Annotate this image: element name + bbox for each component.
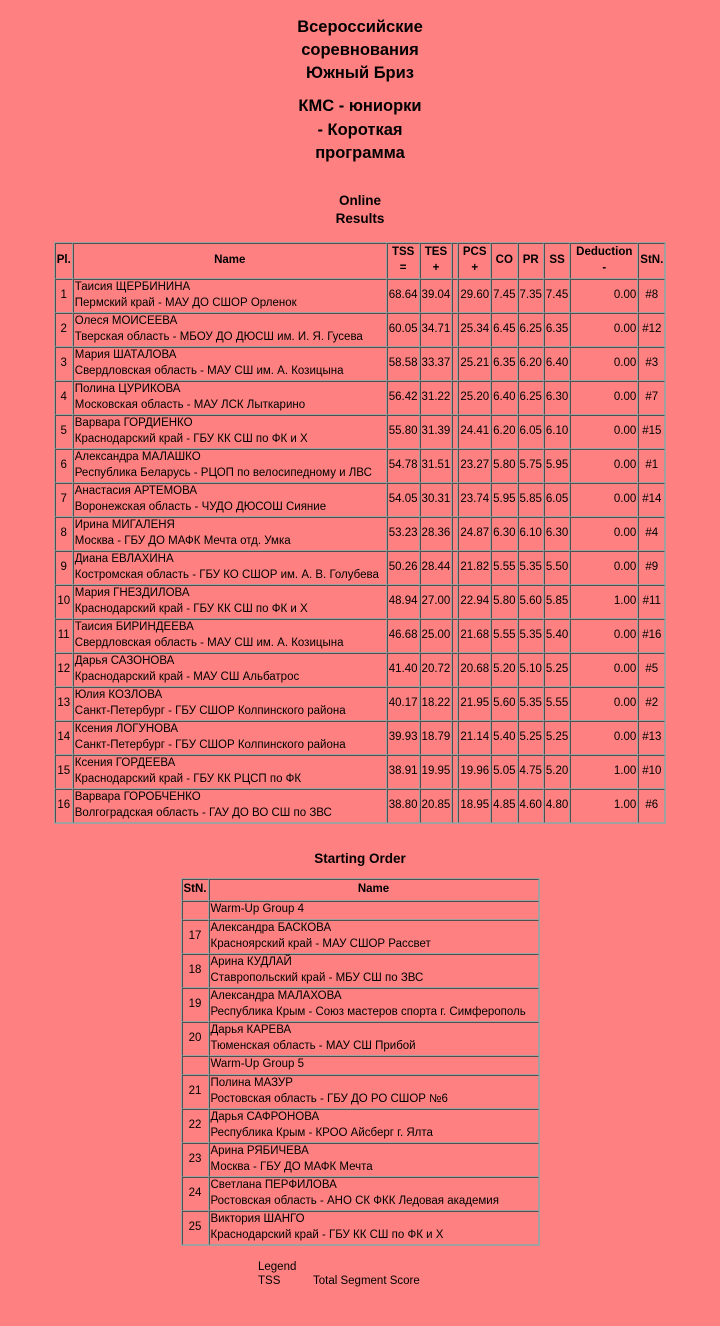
col-name: Name <box>73 243 387 279</box>
col-deduction <box>570 243 638 279</box>
result-row <box>55 653 666 687</box>
result-row <box>55 789 666 823</box>
col-stn: StN. <box>182 879 209 901</box>
result-row <box>55 415 666 449</box>
pcs-cell: 23.27 <box>458 449 491 483</box>
skater-cell <box>73 721 387 755</box>
deduction-cell: 0.00 <box>570 517 638 551</box>
stn-cell: #11 <box>638 585 665 619</box>
pr-cell: 5.85 <box>518 483 544 517</box>
empty-cell <box>182 1056 209 1075</box>
tss-cell: 55.80 <box>387 415 420 449</box>
col-tss <box>387 243 420 279</box>
stn-cell: #3 <box>638 347 665 381</box>
result-row <box>55 449 666 483</box>
order-row <box>182 1143 539 1177</box>
skater-name: Диана ЕВЛАХИНА <box>74 553 174 565</box>
skater-name: Таисия ЩЕРБИНИНА <box>74 281 191 293</box>
order-row <box>182 1022 539 1056</box>
stn-cell: #5 <box>638 653 665 687</box>
stn-cell: #2 <box>638 687 665 721</box>
results-header-row <box>55 243 666 279</box>
pr-cell: 5.60 <box>518 585 544 619</box>
skater-club: Волгоградская область - ГАУ ДО ВО СШ по ЗВС <box>74 806 332 819</box>
skater-name: Ксения ГОРДЕЕВА <box>74 757 176 769</box>
place-cell: 10 <box>55 585 73 619</box>
tss-cell: 40.17 <box>387 687 420 721</box>
order-body <box>182 901 539 1245</box>
ss-cell: 6.30 <box>544 517 570 551</box>
deduction-cell: 0.00 <box>570 381 638 415</box>
order-row <box>182 954 539 988</box>
skater-club: Краснодарский край - ГБУ КК СШ по ФК и Х <box>210 1228 444 1241</box>
skater-name: Александра МАЛАШКО <box>74 451 201 463</box>
ss-cell: 4.80 <box>544 789 570 823</box>
skater-name: Александра БАСКОВА <box>210 922 332 934</box>
deduction-cell: 1.00 <box>570 585 638 619</box>
skater-cell <box>209 1143 539 1177</box>
skater-cell <box>73 551 387 585</box>
tes-cell: 25.00 <box>420 619 453 653</box>
pcs-cell: 22.94 <box>458 585 491 619</box>
skater-cell <box>73 619 387 653</box>
tss-cell: 58.58 <box>387 347 420 381</box>
co-cell: 5.80 <box>491 449 517 483</box>
col-deduction-label: Deduction <box>576 246 633 258</box>
co-cell: 6.45 <box>491 313 517 347</box>
result-row <box>55 279 666 313</box>
co-cell: 4.85 <box>491 789 517 823</box>
deduction-cell: 1.00 <box>570 789 638 823</box>
tes-cell: 20.85 <box>420 789 453 823</box>
pcs-cell: 25.21 <box>458 347 491 381</box>
tss-cell: 53.23 <box>387 517 420 551</box>
place-cell: 2 <box>55 313 73 347</box>
legend <box>258 1260 720 1288</box>
tes-cell: 31.22 <box>420 381 453 415</box>
stn-cell: #9 <box>638 551 665 585</box>
co-cell: 5.05 <box>491 755 517 789</box>
tes-cell: 30.31 <box>420 483 453 517</box>
pr-cell: 6.25 <box>518 313 544 347</box>
skater-name: Светлана ПЕРФИЛОВА <box>210 1179 337 1191</box>
skater-club: Республика Крым - Союз мастеров спорта г. Симферополь <box>210 1005 526 1018</box>
col-tes-sub: + <box>432 261 440 274</box>
pcs-cell: 21.68 <box>458 619 491 653</box>
ss-cell: 5.55 <box>544 687 570 721</box>
pcs-cell: 18.95 <box>458 789 491 823</box>
place-cell: 13 <box>55 687 73 721</box>
stn-cell: 22 <box>182 1109 209 1143</box>
stn-cell: 21 <box>182 1075 209 1109</box>
deduction-cell: 0.00 <box>570 347 638 381</box>
place-cell: 4 <box>55 381 73 415</box>
ss-cell: 5.50 <box>544 551 570 585</box>
stn-cell: #4 <box>638 517 665 551</box>
pr-cell: 6.10 <box>518 517 544 551</box>
skater-cell <box>73 517 387 551</box>
starting-order-table <box>181 878 540 1246</box>
skater-club: Краснодарский край - ГБУ КК СШ по ФК и Х <box>74 602 308 615</box>
legend-items <box>258 1274 720 1288</box>
skater-name: Ксения ЛОГУНОВА <box>74 723 179 735</box>
skater-cell <box>73 687 387 721</box>
ss-cell: 5.25 <box>544 721 570 755</box>
co-cell: 5.40 <box>491 721 517 755</box>
skater-club: Республика Крым - КРОО Айсберг г. Ялта <box>210 1126 433 1139</box>
deduction-cell: 0.00 <box>570 415 638 449</box>
col-tss-label: TSS <box>391 246 415 258</box>
pcs-cell: 19.96 <box>458 755 491 789</box>
skater-club: Краснодарский край - ГБУ КК РЦСП по ФК <box>74 772 302 785</box>
tss-cell: 48.94 <box>387 585 420 619</box>
tes-cell: 28.44 <box>420 551 453 585</box>
col-tes-label: TES <box>424 246 448 258</box>
tes-cell: 34.71 <box>420 313 453 347</box>
pcs-cell: 20.68 <box>458 653 491 687</box>
co-cell: 5.55 <box>491 551 517 585</box>
tes-cell: 28.36 <box>420 517 453 551</box>
tes-cell: 39.04 <box>420 279 453 313</box>
ss-cell: 7.45 <box>544 279 570 313</box>
legend-title: Legend <box>258 1260 297 1273</box>
tss-cell: 41.40 <box>387 653 420 687</box>
stn-cell: #15 <box>638 415 665 449</box>
skater-cell <box>73 449 387 483</box>
skater-club: Воронежская область - ЧУДО ДЮСОШ Сияние <box>74 500 327 513</box>
warmup-group-row <box>182 1056 539 1075</box>
skater-cell <box>209 988 539 1022</box>
co-cell: 5.60 <box>491 687 517 721</box>
stn-cell: #16 <box>638 619 665 653</box>
tes-cell: 31.39 <box>420 415 453 449</box>
deduction-cell: 0.00 <box>570 483 638 517</box>
stn-cell: #8 <box>638 279 665 313</box>
stn-cell: #10 <box>638 755 665 789</box>
place-cell: 15 <box>55 755 73 789</box>
deduction-cell: 0.00 <box>570 279 638 313</box>
ss-cell: 5.85 <box>544 585 570 619</box>
stn-cell: 20 <box>182 1022 209 1056</box>
skater-cell <box>73 415 387 449</box>
tss-cell: 38.91 <box>387 755 420 789</box>
place-cell: 16 <box>55 789 73 823</box>
col-pcs-label: PCS <box>462 246 487 258</box>
col-pcs <box>458 243 491 279</box>
col-pr: PR <box>518 243 544 279</box>
legend-abbr: TSS <box>258 1274 281 1287</box>
stn-cell: 18 <box>182 954 209 988</box>
result-row <box>55 755 666 789</box>
skater-club: Красноярский край - МАУ СШОР Рассвет <box>210 937 431 950</box>
order-row <box>182 1109 539 1143</box>
pcs-cell: 29.60 <box>458 279 491 313</box>
co-cell: 6.20 <box>491 415 517 449</box>
warmup-group-label: Warm-Up Group 4 <box>209 901 539 920</box>
skater-club: Москва - ГБУ ДО МАФК Мечта <box>210 1160 373 1173</box>
pr-cell: 4.75 <box>518 755 544 789</box>
skater-club: Санкт-Петербург - ГБУ СШОР Колпинского района <box>74 704 346 717</box>
result-row <box>55 313 666 347</box>
skater-name: Арина РЯБИЧЕВА <box>210 1145 309 1157</box>
place-cell: 8 <box>55 517 73 551</box>
pr-cell: 6.20 <box>518 347 544 381</box>
tes-cell: 31.51 <box>420 449 453 483</box>
skater-cell <box>209 920 539 954</box>
result-row <box>55 721 666 755</box>
col-deduction-sub: - <box>602 261 607 274</box>
skater-club: Костромская область - ГБУ КО СШОР им. А. В. Голубева <box>74 568 379 581</box>
event-title: Всероссийские соревнования Южный Бриз <box>297 18 423 82</box>
order-row <box>182 1075 539 1109</box>
place-cell: 7 <box>55 483 73 517</box>
skater-name: Арина КУДЛАЙ <box>210 956 292 968</box>
pr-cell: 5.35 <box>518 687 544 721</box>
skater-club: Ростовская область - АНО СК ФКК Ледовая академия <box>210 1194 499 1207</box>
ss-cell: 5.20 <box>544 755 570 789</box>
stn-cell: #6 <box>638 789 665 823</box>
skater-cell <box>209 954 539 988</box>
pr-cell: 7.35 <box>518 279 544 313</box>
stn-cell: 23 <box>182 1143 209 1177</box>
pcs-cell: 24.41 <box>458 415 491 449</box>
tes-cell: 20.72 <box>420 653 453 687</box>
stn-cell: 17 <box>182 920 209 954</box>
place-cell: 6 <box>55 449 73 483</box>
skater-club: Краснодарский край - ГБУ КК СШ по ФК и Х <box>74 432 308 445</box>
pr-cell: 5.75 <box>518 449 544 483</box>
result-row <box>55 551 666 585</box>
stn-cell: 25 <box>182 1211 209 1245</box>
order-row <box>182 1211 539 1245</box>
place-cell: 1 <box>55 279 73 313</box>
empty-cell <box>182 901 209 920</box>
pcs-cell: 21.82 <box>458 551 491 585</box>
pcs-cell: 25.34 <box>458 313 491 347</box>
result-row <box>55 483 666 517</box>
tes-cell: 18.22 <box>420 687 453 721</box>
ss-cell: 6.10 <box>544 415 570 449</box>
skater-club: Санкт-Петербург - ГБУ СШОР Колпинского района <box>74 738 346 751</box>
skater-name: Мария ГНЕЗДИЛОВА <box>74 587 190 599</box>
skater-name: Олеся МОИСЕЕВА <box>74 315 178 327</box>
skater-club: Свердловская область - МАУ СШ им. А. Козицына <box>74 636 344 649</box>
ss-cell: 6.35 <box>544 313 570 347</box>
skater-club: Тюменская область - МАУ СШ Прибой <box>210 1039 416 1052</box>
tss-cell: 50.26 <box>387 551 420 585</box>
deduction-cell: 0.00 <box>570 721 638 755</box>
place-cell: 12 <box>55 653 73 687</box>
co-cell: 6.40 <box>491 381 517 415</box>
tss-cell: 39.93 <box>387 721 420 755</box>
pcs-cell: 21.14 <box>458 721 491 755</box>
skater-cell <box>209 1075 539 1109</box>
place-cell: 14 <box>55 721 73 755</box>
co-cell: 5.55 <box>491 619 517 653</box>
legend-text: Total Segment Score <box>313 1274 420 1287</box>
skater-name: Дарья САФРОНОВА <box>210 1111 320 1123</box>
co-cell: 5.95 <box>491 483 517 517</box>
skater-club: Тверская область - МБОУ ДО ДЮСШ им. И. Я. Гусева <box>74 330 363 343</box>
skater-cell <box>73 347 387 381</box>
tss-cell: 56.42 <box>387 381 420 415</box>
ss-cell: 5.40 <box>544 619 570 653</box>
pr-cell: 6.25 <box>518 381 544 415</box>
pr-cell: 5.25 <box>518 721 544 755</box>
col-tes <box>420 243 453 279</box>
skater-name: Варвара ГОРОБЧЕНКО <box>74 791 201 803</box>
result-row <box>55 347 666 381</box>
deduction-cell: 0.00 <box>570 313 638 347</box>
deduction-cell: 0.00 <box>570 687 638 721</box>
deduction-cell: 0.00 <box>570 619 638 653</box>
tss-cell: 54.05 <box>387 483 420 517</box>
tss-cell: 38.80 <box>387 789 420 823</box>
order-row <box>182 920 539 954</box>
skater-name: Полина ЦУРИКОВА <box>74 383 181 395</box>
result-row <box>55 517 666 551</box>
stn-cell: #13 <box>638 721 665 755</box>
skater-cell <box>209 1109 539 1143</box>
ss-cell: 6.30 <box>544 381 570 415</box>
co-cell: 5.20 <box>491 653 517 687</box>
skater-name: Юлия КОЗЛОВА <box>74 689 163 701</box>
skater-club: Московская область - МАУ ЛСК Лыткарино <box>74 398 306 411</box>
pr-cell: 5.35 <box>518 619 544 653</box>
skater-cell <box>73 279 387 313</box>
skater-name: Варвара ГОРДИЕНКО <box>74 417 193 429</box>
pr-cell: 5.35 <box>518 551 544 585</box>
online-results-heading: Online Results <box>335 192 385 226</box>
co-cell: 6.30 <box>491 517 517 551</box>
tes-cell: 27.00 <box>420 585 453 619</box>
skater-name: Полина МАЗУР <box>210 1077 293 1089</box>
tes-cell: 19.95 <box>420 755 453 789</box>
pcs-cell: 21.95 <box>458 687 491 721</box>
legend-item <box>258 1274 720 1288</box>
co-cell: 5.80 <box>491 585 517 619</box>
skater-name: Таисия БИРИНДЕЕВА <box>74 621 194 633</box>
ss-cell: 5.25 <box>544 653 570 687</box>
tes-cell: 33.37 <box>420 347 453 381</box>
result-row <box>55 381 666 415</box>
category-title: КМС - юниорки - Короткая программа <box>298 97 422 162</box>
skater-club: Краснодарский край - МАУ СШ Альбатрос <box>74 670 300 683</box>
order-row <box>182 988 539 1022</box>
pr-cell: 5.10 <box>518 653 544 687</box>
stn-cell: #14 <box>638 483 665 517</box>
skater-cell <box>73 585 387 619</box>
tss-cell: 46.68 <box>387 619 420 653</box>
col-stn: StN. <box>638 243 665 279</box>
col-ss: SS <box>544 243 570 279</box>
deduction-cell: 0.00 <box>570 653 638 687</box>
pcs-cell: 23.74 <box>458 483 491 517</box>
stn-cell: 24 <box>182 1177 209 1211</box>
ss-cell: 6.40 <box>544 347 570 381</box>
skater-club: Пермский край - МАУ ДО СШОР Орленок <box>74 296 297 309</box>
results-body <box>55 279 666 823</box>
warmup-group-row <box>182 901 539 920</box>
col-name: Name <box>209 879 539 901</box>
place-cell: 9 <box>55 551 73 585</box>
warmup-group-label: Warm-Up Group 5 <box>209 1056 539 1075</box>
skater-name: Дарья КАРЕВА <box>210 1024 292 1036</box>
skater-cell <box>73 755 387 789</box>
skater-name: Анастасия АРТЕМОВА <box>74 485 198 497</box>
skater-cell <box>209 1022 539 1056</box>
place-cell: 11 <box>55 619 73 653</box>
skater-club: Республика Беларусь - РЦОП по велосипедному и ЛВС <box>74 466 372 479</box>
order-header-row <box>182 879 539 901</box>
stn-cell: #7 <box>638 381 665 415</box>
stn-cell: #12 <box>638 313 665 347</box>
col-pl: Pl. <box>55 243 73 279</box>
result-row <box>55 619 666 653</box>
skater-name: Дарья САЗОНОВА <box>74 655 175 667</box>
col-pcs-sub: + <box>471 261 479 274</box>
ss-cell: 6.05 <box>544 483 570 517</box>
skater-cell <box>73 789 387 823</box>
ss-cell: 5.95 <box>544 449 570 483</box>
result-row <box>55 687 666 721</box>
skater-club: Свердловская область - МАУ СШ им. А. Козицына <box>74 364 344 377</box>
deduction-cell: 0.00 <box>570 551 638 585</box>
skater-cell <box>73 381 387 415</box>
results-table <box>54 242 667 824</box>
skater-club: Ставропольский край - МБУ СШ по ЗВС <box>210 971 424 984</box>
tss-cell: 68.64 <box>387 279 420 313</box>
tss-cell: 54.78 <box>387 449 420 483</box>
co-cell: 6.35 <box>491 347 517 381</box>
pcs-cell: 24.87 <box>458 517 491 551</box>
skater-cell <box>73 483 387 517</box>
pr-cell: 6.05 <box>518 415 544 449</box>
deduction-cell: 0.00 <box>570 449 638 483</box>
skater-cell <box>73 653 387 687</box>
pr-cell: 4.60 <box>518 789 544 823</box>
stn-cell: 19 <box>182 988 209 1022</box>
skater-cell <box>73 313 387 347</box>
stn-cell: #1 <box>638 449 665 483</box>
pcs-cell: 25.20 <box>458 381 491 415</box>
tss-cell: 60.05 <box>387 313 420 347</box>
result-row <box>55 585 666 619</box>
skater-name: Виктория ШАНГО <box>210 1213 305 1225</box>
skater-club: Ростовская область - ГБУ ДО РО СШОР №6 <box>210 1092 448 1105</box>
skater-cell <box>209 1211 539 1245</box>
place-cell: 3 <box>55 347 73 381</box>
col-co: CO <box>491 243 517 279</box>
starting-order-heading: Starting Order <box>314 850 406 866</box>
deduction-cell: 1.00 <box>570 755 638 789</box>
order-row <box>182 1177 539 1211</box>
skater-name: Мария ШАТАЛОВА <box>74 349 177 361</box>
co-cell: 7.45 <box>491 279 517 313</box>
skater-cell <box>209 1177 539 1211</box>
tes-cell: 18.79 <box>420 721 453 755</box>
skater-name: Александра МАЛАХОВА <box>210 990 342 1002</box>
col-tss-sub: = <box>399 261 407 274</box>
skater-name: Ирина МИГАЛЕНЯ <box>74 519 175 531</box>
place-cell: 5 <box>55 415 73 449</box>
skater-club: Москва - ГБУ ДО МАФК Мечта отд. Умка <box>74 534 291 547</box>
